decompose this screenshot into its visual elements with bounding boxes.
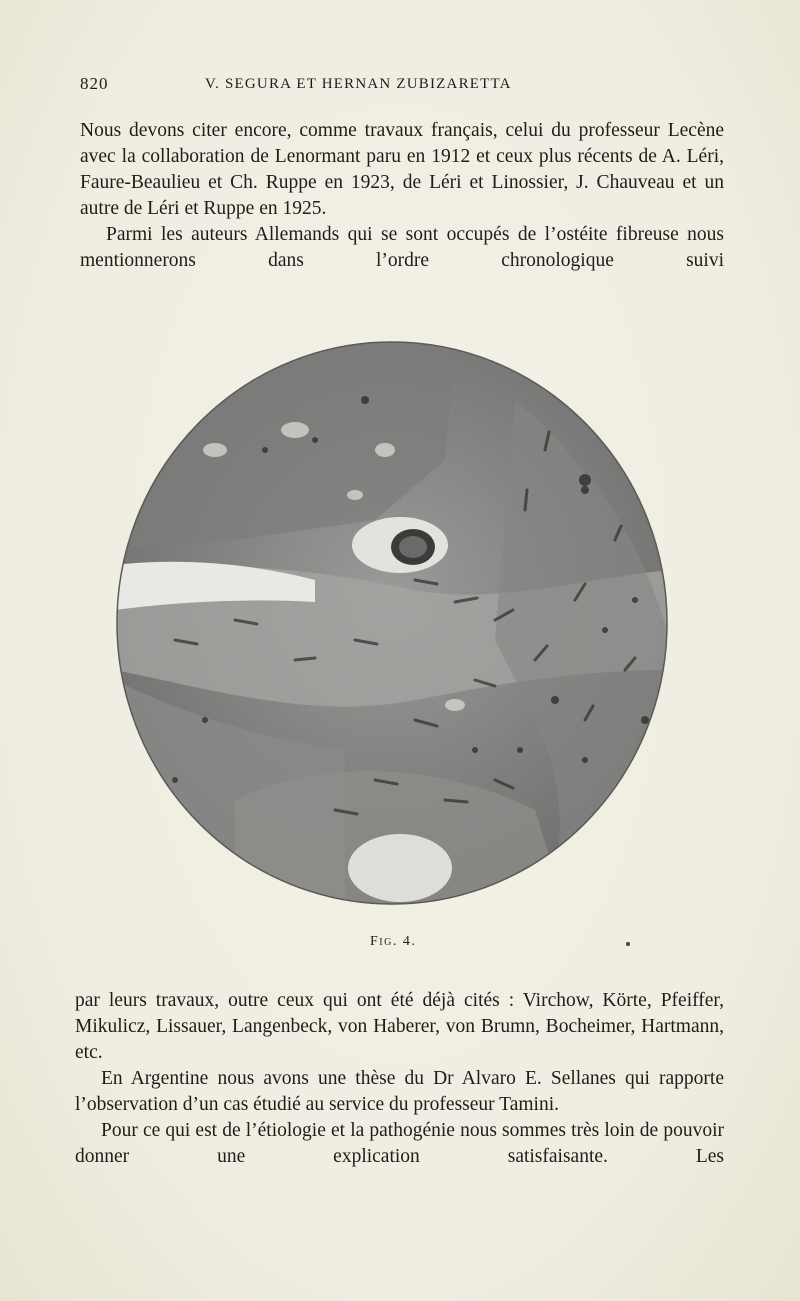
- paragraph-cited-authors: par leurs travaux, outre ceux qui ont été déjà cités : Virchow, Körte, Pfeiffer, Mikulicz, Lissauer, Langenbeck, von Haberer, von Brumn, Bocheimer, Hartmann, etc.: [75, 990, 724, 1063]
- micrograph-figure: [115, 340, 669, 906]
- paragraph-argentine-thesis: En Argentine nous avons une thèse du Dr Alvaro E. Sellanes qui rapporte l’observation d’un cas étudié au service du professeur Tamini.: [75, 1068, 724, 1115]
- paragraph-french-works: Nous devons citer encore, comme travaux français, celui du professeur Lecène avec la collaboration de Lenormant paru en 1912 et ceux plus récents de A. Léri, Faure-Beaulieu et Ch. Ruppe en 1923, de Léri et Linossier, J. Chauveau et un autre de Léri et Ruppe en 1925.: [80, 120, 724, 219]
- text-block-top: [80, 118, 724, 274]
- figure-caption: Fig. 4.: [370, 934, 417, 949]
- running-title: V. SEGURA ET HERNAN ZUBIZARETTA: [205, 76, 512, 92]
- print-speck: [626, 942, 630, 946]
- paragraph-etiology: Pour ce qui est de l’étiologie et la pathogénie nous sommes très loin de pouvoir donner une explication satisfaisante. Les: [75, 1120, 724, 1167]
- running-header: [80, 74, 720, 98]
- text-block-bottom: [75, 988, 724, 1170]
- page-number: 820: [80, 74, 109, 93]
- paragraph-german-authors: Parmi les auteurs Allemands qui se sont occupés de l’ostéite fibreuse nous mentionnerons dans l’ordre chronologique suivi: [80, 224, 724, 271]
